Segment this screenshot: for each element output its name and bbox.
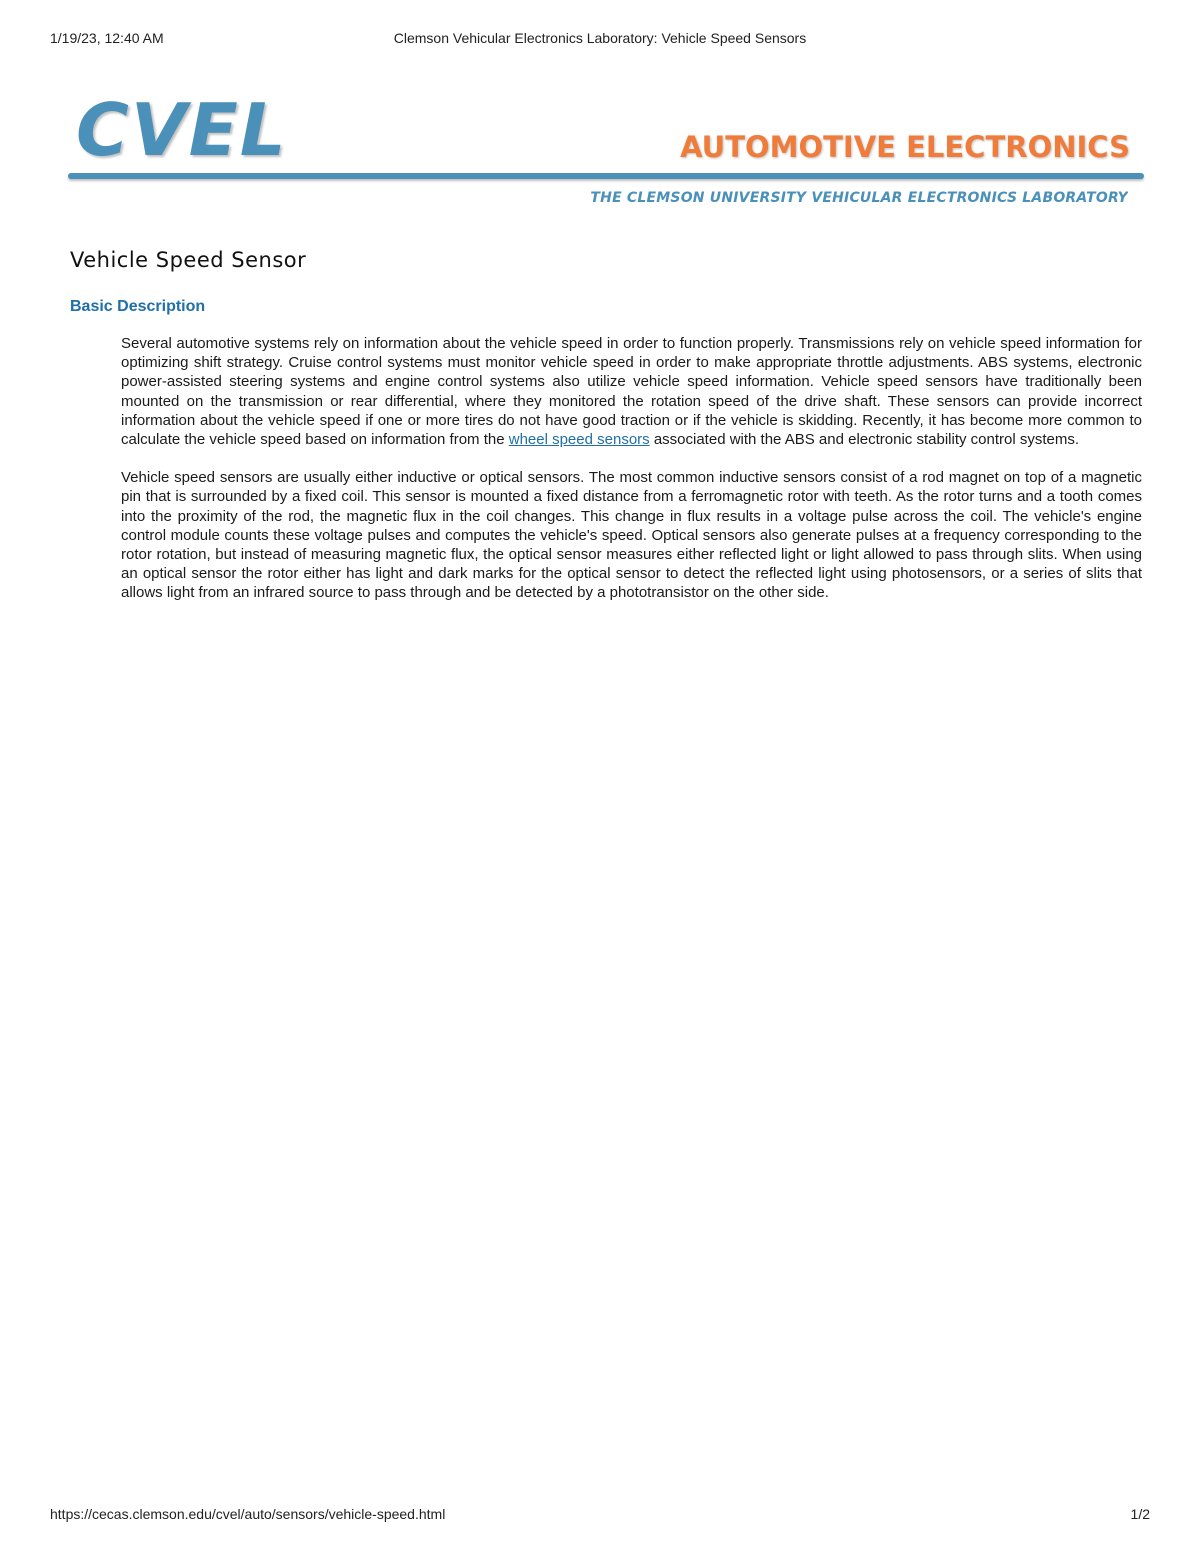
print-header xyxy=(50,30,1150,50)
paragraph-2: Vehicle speed sensors are usually either inductive or optical sensors. The most common inductive sensors consist of a rod magnet on top of a magnetic pin that is surrounded by a fixed coil. This sensor is mounted a fixed distance from a ferromagnetic rotor with teeth. As the rotor turns and a tooth comes into the proximity of the rod, the magnetic flux in the coil changes. This change in flux results in a voltage pulse across the coil. The vehicle's engine control module counts these voltage pulses and computes the vehicle's speed. Optical sensors also generate pulses at a frequency corresponding to the rotor rotation, but instead of measuring magnetic flux, the optical sensor measures either reflected light or light allowed to pass through slits. When using an optical sensor the rotor either has light and dark marks for the optical sensor to detect the reflected light using photosensors, or a series of slits that allows light from an infrared source to pass through and be detected by a phototransistor on the other side. xyxy=(121,469,1142,602)
lab-subtitle: THE CLEMSON UNIVERSITY VEHICULAR ELECTRONICS LABORATORY xyxy=(590,190,1128,204)
print-url: https://cecas.clemson.edu/cvel/auto/sensors/vehicle-speed.html xyxy=(50,1506,446,1522)
article-body xyxy=(121,334,1142,622)
wheel-speed-sensors-link[interactable]: wheel speed sensors xyxy=(508,431,650,449)
print-datetime: 1/19/23, 12:40 AM xyxy=(50,30,164,46)
paragraph-1 xyxy=(121,334,1142,449)
basic-description-heading: Basic Description xyxy=(70,298,206,315)
print-page-number: 1/2 xyxy=(1130,1506,1150,1522)
print-footer xyxy=(50,1506,1150,1526)
paragraph-1-text-b: associated with the ABS and electronic stability control systems. xyxy=(649,431,1080,449)
paragraph-1-text-a: Several automotive systems rely on information about the vehicle speed in order to function properly. Transmissions rely on vehicle speed information for optimizing shift strategy. Cruise control systems must monitor vehicle speed in order to make appropriate throttle adjustments. ABS systems, electronic power-assisted steering systems and engine control systems also utilize vehicle speed information. Vehicle speed sensors have traditionally been mounted on the transmission or rear differential, where they monitored the rotation speed of the drive shaft. These sensors can provide incorrect information about the vehicle speed if one or more tires do not have good traction or if the vehicle is skidding. Recently, it has become more common to calculate the vehicle speed based on information from the xyxy=(121,335,1142,449)
site-banner xyxy=(66,88,1146,218)
page-title: Vehicle Speed Sensor xyxy=(70,248,307,272)
print-page-title: Clemson Vehicular Electronics Laboratory: Vehicle Speed Sensors xyxy=(393,30,807,46)
section-title: AUTOMOTIVE ELECTRONICS xyxy=(680,130,1130,164)
cvel-logo[interactable]: CVEL xyxy=(76,88,288,172)
banner-divider xyxy=(68,173,1144,179)
